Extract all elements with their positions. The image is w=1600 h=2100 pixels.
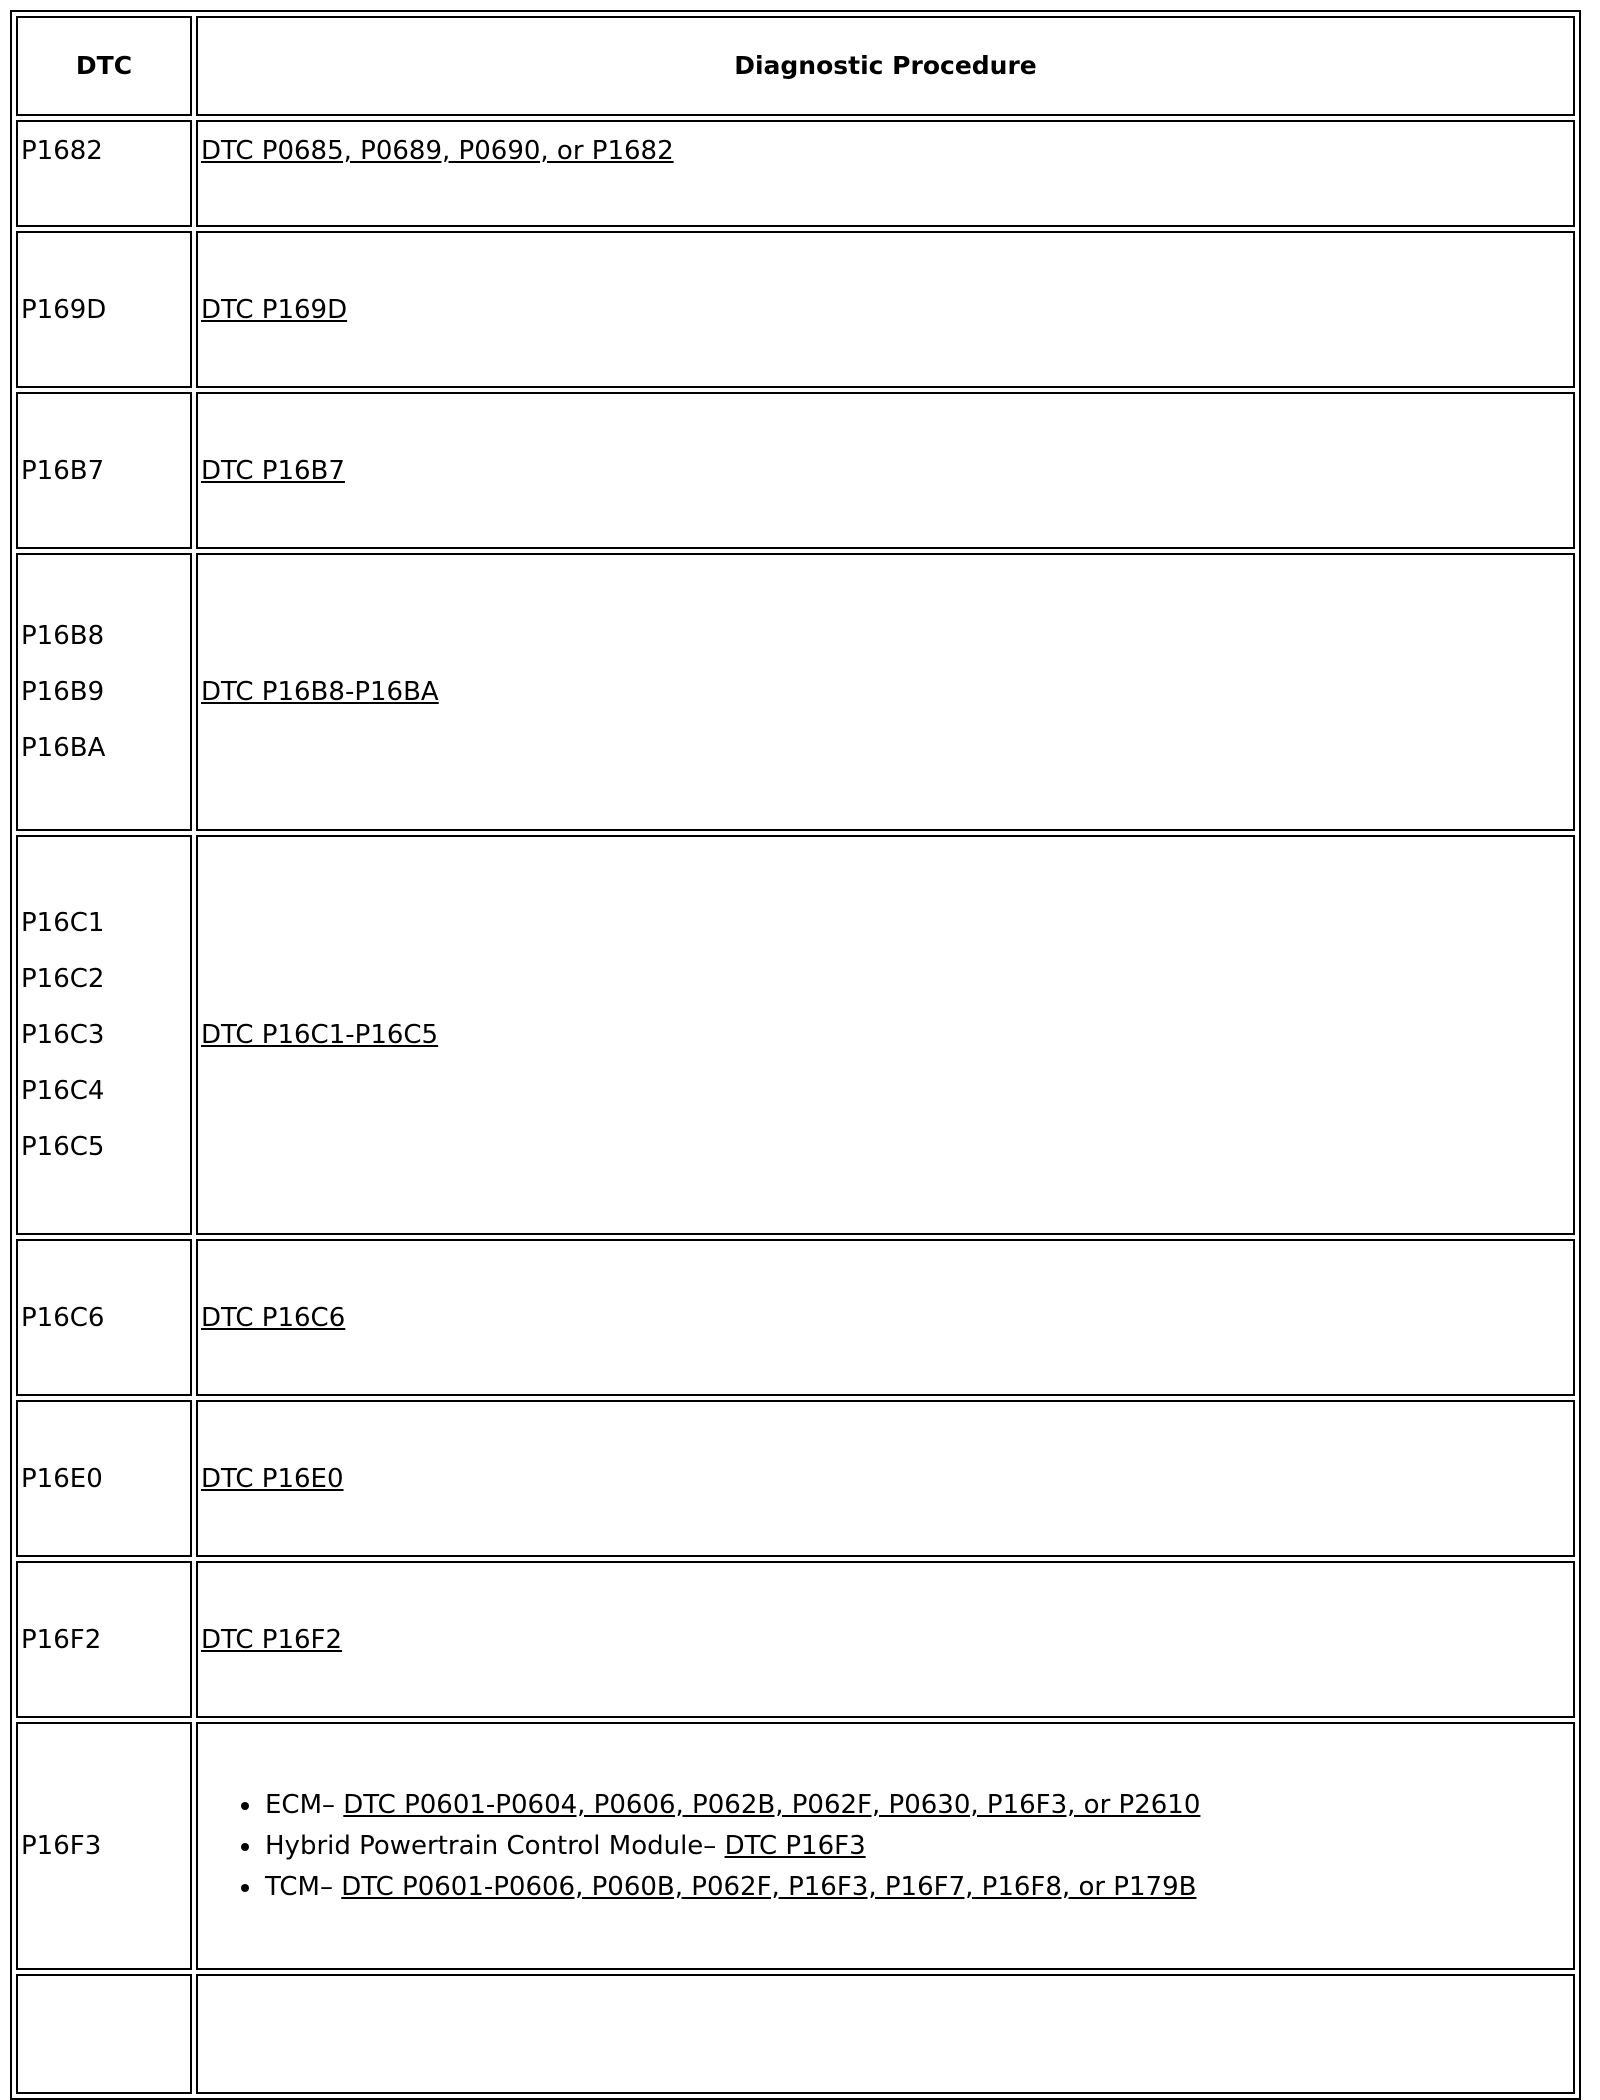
procedure-link[interactable]: DTC P0601-P0604, P0606, P062B, P062F, P0630, P16F3, or P2610 [343, 1789, 1201, 1820]
dtc-column-header: DTC [16, 16, 192, 116]
dtc-cell [16, 835, 192, 1235]
dtc-code: P16B9 [21, 677, 105, 707]
dtc-code: P16C2 [21, 964, 105, 994]
dtc-code: P16BA [21, 733, 106, 763]
list-item [265, 1826, 1570, 1867]
procedure-cell [196, 120, 1575, 227]
dtc-code: P16F2 [21, 1624, 102, 1655]
procedure-cell [196, 1722, 1575, 1970]
table-row [16, 231, 1575, 388]
procedure-link[interactable]: DTC P16F3 [724, 1830, 866, 1861]
dtc-table [10, 10, 1581, 2100]
dtc-code: P16C5 [21, 1132, 105, 1162]
dtc-code: P16F3 [21, 1831, 102, 1861]
dtc-code: P16B8 [21, 621, 105, 651]
table-row [16, 1722, 1575, 1970]
module-label: ECM– [265, 1789, 344, 1820]
list-item [265, 1867, 1570, 1908]
dtc-cell [16, 553, 192, 831]
procedure-cell [196, 231, 1575, 388]
procedure-link[interactable]: DTC P16E0 [201, 1463, 344, 1494]
dtc-cell [16, 1561, 192, 1718]
table-row [16, 120, 1575, 227]
dtc-code: P169D [21, 294, 107, 325]
dtc-code: P16C4 [21, 1076, 105, 1106]
table-row [16, 392, 1575, 549]
dtc-cell [16, 392, 192, 549]
table-row [16, 1239, 1575, 1396]
dtc-cell [16, 1722, 192, 1970]
table-row [16, 1561, 1575, 1718]
procedure-link[interactable]: DTC P0685, P0689, P0690, or P1682 [201, 136, 674, 166]
dtc-cell [16, 231, 192, 388]
procedure-list [201, 1785, 1570, 1908]
table-row [16, 1400, 1575, 1557]
procedure-cell [196, 553, 1575, 831]
dtc-cell [16, 1239, 192, 1396]
procedure-link[interactable]: DTC P16F2 [201, 1624, 343, 1655]
list-item [265, 1785, 1570, 1826]
module-label: Hybrid Powertrain Control Module– [265, 1830, 725, 1861]
procedure-link[interactable]: DTC P16C1-P16C5 [201, 1020, 439, 1050]
procedure-link[interactable]: DTC P16B7 [201, 455, 345, 486]
procedure-cell [196, 392, 1575, 549]
module-label: TCM– [265, 1871, 342, 1902]
procedure-cell [196, 1239, 1575, 1396]
dtc-cell [16, 1974, 192, 2094]
procedure-cell [196, 1974, 1575, 2094]
table-row [16, 1974, 1575, 2094]
procedure-column-header: Diagnostic Procedure [196, 16, 1575, 116]
table-row [16, 835, 1575, 1235]
dtc-code: P16E0 [21, 1463, 103, 1494]
dtc-code: P16B7 [21, 455, 105, 486]
dtc-code: P16C6 [21, 1302, 105, 1333]
procedure-cell [196, 1400, 1575, 1557]
dtc-code: P16C1 [21, 908, 105, 938]
header-row [16, 16, 1575, 116]
procedure-link[interactable]: DTC P169D [201, 294, 348, 325]
dtc-cell [16, 1400, 192, 1557]
procedure-link[interactable]: DTC P16B8-P16BA [201, 677, 439, 707]
procedure-link[interactable]: DTC P16C6 [201, 1302, 346, 1333]
procedure-cell [196, 835, 1575, 1235]
procedure-link[interactable]: DTC P0601-P0606, P060B, P062F, P16F3, P16F7, P16F8, or P179B [341, 1871, 1197, 1902]
dtc-code: P1682 [21, 136, 103, 166]
procedure-cell [196, 1561, 1575, 1718]
dtc-cell [16, 120, 192, 227]
table-row [16, 553, 1575, 831]
dtc-code: P16C3 [21, 1020, 105, 1050]
